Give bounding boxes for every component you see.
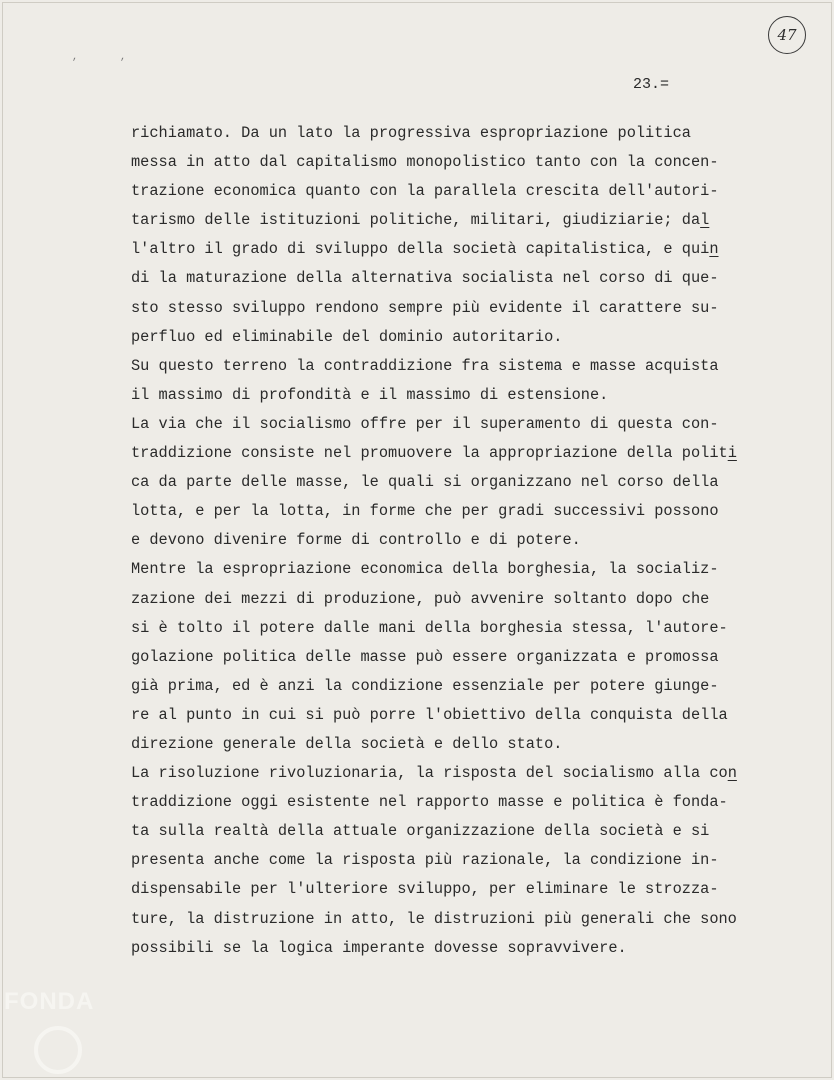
text-line: zazione dei mezzi di produzione, può avvenire soltanto dopo che [131, 589, 710, 608]
text-line: Su questo terreno la contraddizione fra sistema e masse acquista [131, 356, 719, 375]
underlined-hyphen-tail: n [709, 240, 719, 259]
text-line: re al punto in cui si può porre l'obiettivo della conquista della [131, 705, 728, 724]
text-line: trazione economica quanto con la parallela crescita dell'autori- [131, 182, 719, 201]
text-line: possibili se la logica imperante dovesse sopravvivere. [131, 938, 627, 957]
text-line: direzione generale della società e dello stato. [131, 734, 563, 753]
text-line: traddizione consiste nel promuovere la appropriazione della politi [131, 444, 737, 463]
margin-marks: , , [72, 52, 145, 63]
archive-number: 47 [777, 26, 797, 44]
text-line: presenta anche come la risposta più razionale, la condizione in- [131, 851, 719, 870]
text-line: già prima, ed è anzi la condizione essenziale per potere giunge- [131, 676, 719, 695]
watermark-text: FONDA [4, 988, 95, 1015]
underlined-hyphen-tail: n [727, 764, 737, 783]
text-line: traddizione oggi esistente nel rapporto masse e politica è fonda- [131, 793, 728, 812]
text-line: perfluo ed eliminabile del dominio autoritario. [131, 327, 563, 346]
text-line: si è tolto il potere dalle mani della borghesia stessa, l'autore- [131, 618, 728, 637]
text-line: messa in atto dal capitalismo monopolistico tanto con la concen- [131, 153, 719, 172]
text-line: golazione politica delle masse può essere organizzata e promossa [131, 647, 719, 666]
text-line: Mentre la espropriazione economica della borghesia, la socializ- [131, 560, 719, 579]
text-line: ta sulla realtà della attuale organizzazione della società e si [131, 822, 710, 841]
text-line: e devono divenire forme di controllo e di potere. [131, 531, 581, 550]
text-line: il massimo di profondità e il massimo di estensione. [131, 385, 609, 404]
text-line: ca da parte delle masse, le quali si organizzano nel corso della [131, 473, 719, 492]
page-number: 23.= [633, 76, 670, 93]
text-line: La via che il socialismo offre per il superamento di questa con- [131, 414, 719, 433]
text-line: dispensabile per l'ulteriore sviluppo, per eliminare le strozza- [131, 880, 719, 899]
underlined-hyphen-tail: i [727, 444, 737, 463]
text-line: tarismo delle istituzioni politiche, militari, giudiziarie; dal [131, 211, 710, 230]
text-line: lotta, e per la lotta, in forme che per gradi successivi possono [131, 502, 719, 521]
text-line: l'altro il grado di sviluppo della società capitalistica, e quin [131, 240, 719, 259]
text-line: richiamato. Da un lato la progressiva espropriazione politica [131, 124, 691, 142]
watermark-logo-icon [34, 1026, 82, 1074]
typed-body-text [131, 119, 771, 963]
archive-number-stamp [768, 16, 806, 54]
underlined-hyphen-tail: l [700, 211, 710, 230]
text-line: di la maturazione della alternativa socialista nel corso di que- [131, 269, 719, 288]
text-line: La risoluzione rivoluzionaria, la risposta del socialismo alla con [131, 764, 737, 783]
text-line: ture, la distruzione in atto, le distruzioni più generali che sono [131, 909, 737, 928]
text-line: sto stesso sviluppo rendono sempre più evidente il carattere su- [131, 298, 719, 317]
